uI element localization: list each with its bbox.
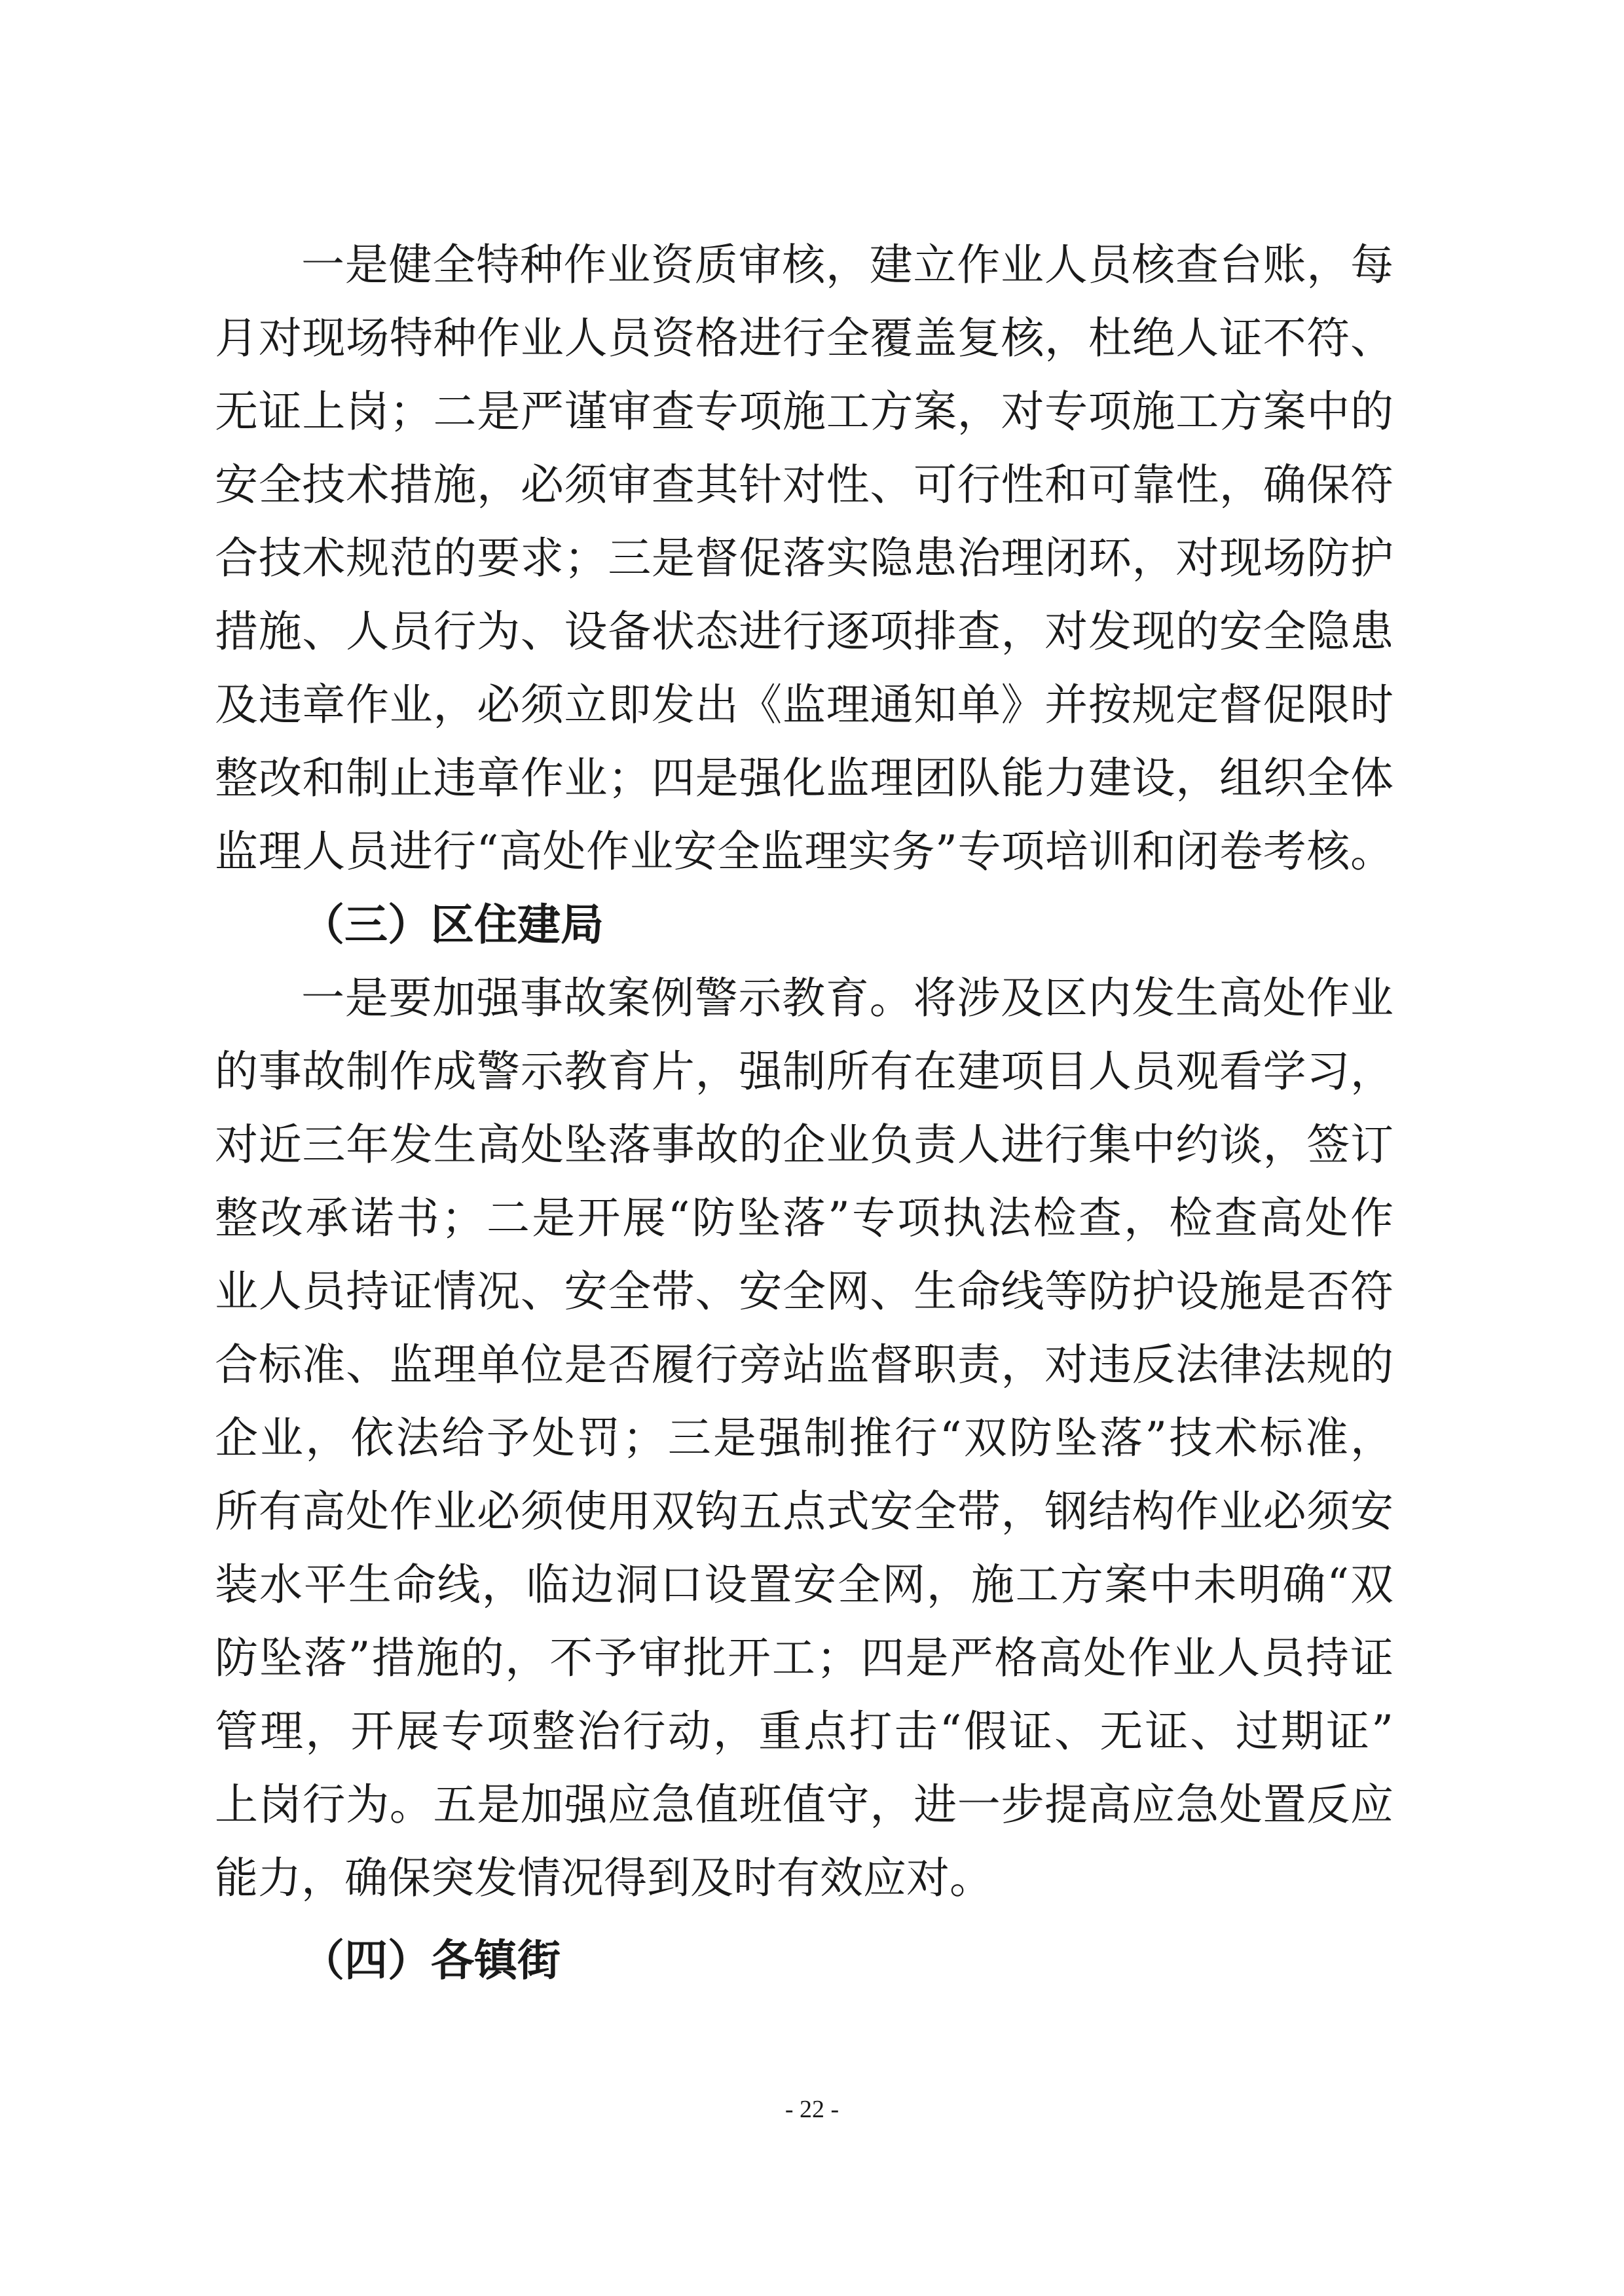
text-line: 管理，开展专项整治行动，重点打击“假证、无证、过期证” [215, 1706, 1393, 1757]
text-line: 所有高处作业必须使用双钩五点式安全带，钢结构作业必须安 [215, 1486, 1393, 1537]
text-line: 安全技术措施，必须审查其针对性、可行性和可靠性，确保符 [215, 460, 1393, 510]
text-line: 措施、人员行为、设备状态进行逐项排查，对发现的安全隐患 [215, 606, 1393, 657]
text-line: 上岗行为。五是加强应急值班值守，进一步提高应急处置反应 [215, 1779, 1393, 1830]
text-line: 对近三年发生高处坠落事故的企业负责人进行集中约谈，签订 [215, 1120, 1393, 1170]
page-number: - 22 - [784, 2096, 840, 2123]
text-line: 业人员持证情况、安全带、安全网、生命线等防护设施是否符 [215, 1266, 1393, 1317]
section-heading-towns-streets: （四）各镇街 [301, 1935, 561, 1986]
text-line: 能力，确保突发情况得到及时有效应对。 [215, 1853, 993, 1903]
text-line: 月对现场特种作业人员资格进行全覆盖复核，杜绝人证不符、 [215, 313, 1393, 363]
section-heading-district-housing-bureau: （三）区住建局 [301, 900, 604, 950]
text-line: 整改承诺书；二是开展“防坠落”专项执法检查，检查高处作 [215, 1193, 1393, 1243]
text-line: 合技术规范的要求；三是督促落实隐患治理闭环，对现场防护 [215, 533, 1393, 583]
text-line: 一是要加强事故案例警示教育。将涉及区内发生高处作业 [301, 973, 1393, 1023]
text-line: 装水平生命线，临边洞口设置安全网，施工方案中未明确“双 [215, 1559, 1393, 1610]
text-line: 监理人员进行“高处作业安全监理实务”专项培训和闭卷考核。 [215, 826, 1393, 877]
text-line: 及违章作业，必须立即发出《监理通知单》并按规定督促限时 [215, 680, 1393, 730]
text-line: 防坠落”措施的，不予审批开工；四是严格高处作业人员持证 [215, 1633, 1393, 1683]
text-line: 的事故制作成警示教育片，强制所有在建项目人员观看学习， [215, 1046, 1393, 1097]
text-line: 整改和制止违章作业；四是强化监理团队能力建设，组织全体 [215, 753, 1393, 803]
text-line: 合标准、监理单位是否履行旁站监督职责，对违反法律法规的 [215, 1339, 1393, 1390]
text-line: 无证上岗；二是严谨审查专项施工方案，对专项施工方案中的 [215, 386, 1393, 437]
text-line: 企业，依法给予处罚；三是强制推行“双防坠落”技术标准， [215, 1413, 1393, 1463]
text-line: 一是健全特种作业资质审核，建立作业人员核查台账，每 [301, 240, 1393, 290]
